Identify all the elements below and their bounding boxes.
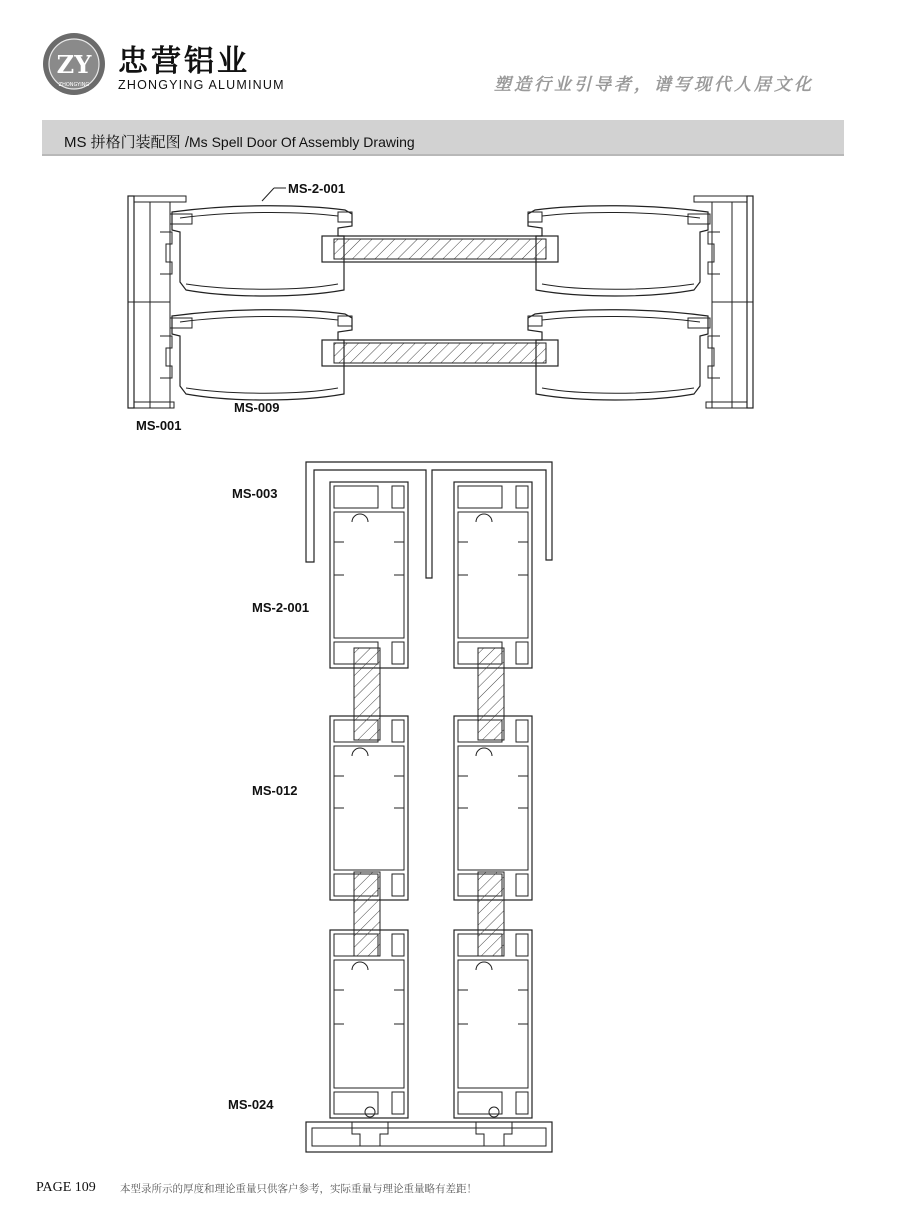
label-side-ms-024: MS-024 <box>228 1097 274 1112</box>
panel-upper-left <box>160 206 352 296</box>
label-side-ms-012: MS-012 <box>252 783 298 798</box>
infill-upper <box>334 239 546 259</box>
page-number: PAGE 109 <box>36 1180 96 1195</box>
svg-text:ZHONGYING: ZHONGYING <box>58 82 90 88</box>
label-side-ms-2-001: MS-2-001 <box>252 600 310 615</box>
top-view <box>128 188 753 408</box>
svg-text:ZY: ZY <box>56 50 92 79</box>
label-side-ms-003: MS-003 <box>232 486 278 501</box>
title-en: Ms Spell Door Of Assembly Drawing <box>189 134 415 150</box>
logo-emblem <box>42 32 106 96</box>
assembly-drawing <box>0 160 900 1170</box>
company-logo <box>42 32 106 96</box>
label-top-ms-001: MS-001 <box>136 418 182 433</box>
brand-name-en: ZHONGYING ALUMINUM <box>118 78 285 92</box>
section-view <box>306 462 552 1152</box>
frame-ms-001-left <box>128 196 186 408</box>
section-title-bar <box>42 120 844 156</box>
panel-lower-left <box>160 310 352 400</box>
section-title <box>64 131 415 152</box>
slogan: 塑造行业引导者，谱写现代人居文化 <box>494 75 814 95</box>
panel-upper-right <box>528 206 720 296</box>
frame-right <box>694 196 753 408</box>
footer-note: 本型录所示的厚度和理论重量只供客户参考，实际重量与理论重量略有差距！ <box>120 1183 477 1195</box>
head-ms-003 <box>306 462 552 578</box>
label-top-ms-2-001: MS-2-001 <box>288 181 346 196</box>
title-cn: MS 拼格门装配图 / <box>64 134 190 151</box>
panel-lower-right <box>528 310 720 400</box>
infill-lower <box>334 343 546 363</box>
brand-name-cn: 忠营铝业 <box>118 44 250 79</box>
label-top-ms-009: MS-009 <box>234 400 280 415</box>
